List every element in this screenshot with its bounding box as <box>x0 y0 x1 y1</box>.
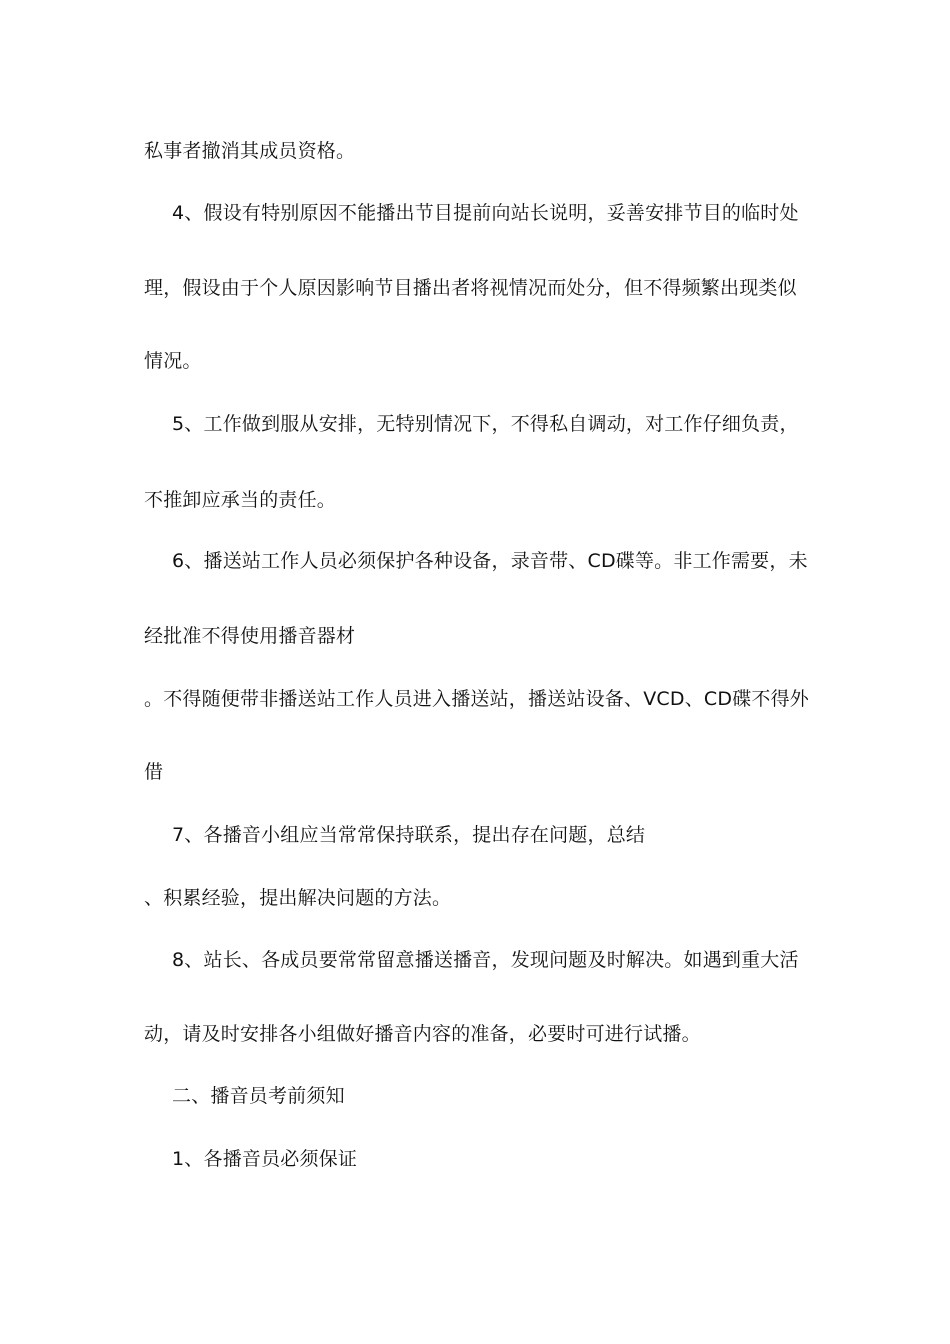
text-line: 6、播送站工作人员必须保护各种设备，录音带、CD碟等。非工作需要，未 <box>172 550 808 572</box>
text-line: 私事者撤消其成员资格。 <box>144 140 356 162</box>
text-line: 动，请及时安排各小组做好播音内容的准备，必要时可进行试播。 <box>144 1023 701 1045</box>
text-line: 理，假设由于个人原因影响节目播出者将视情况而处分，但不得频繁出现类似 <box>144 277 797 299</box>
text-line: 。不得随便带非播送站工作人员进入播送站，播送站设备、VCD、CD碟不得外 <box>144 688 809 710</box>
section-heading: 二、播音员考前须知 <box>172 1085 345 1107</box>
text-line: 经批准不得使用播音器材 <box>144 625 356 647</box>
text-line: 8、站长、各成员要常常留意播送播音，发现问题及时解决。如遇到重大活 <box>172 949 799 971</box>
text-line: 情况。 <box>144 350 202 372</box>
text-line: 不推卸应承当的责任。 <box>144 489 337 511</box>
text-line: 5、工作做到服从安排，无特别情况下，不得私自调动，对工作仔细负责， <box>172 413 799 435</box>
text-line: 1、各播音员必须保证 <box>172 1148 358 1170</box>
text-line: 、积累经验，提出解决问题的方法。 <box>144 887 452 909</box>
text-line: 4、假设有特别原因不能播出节目提前向站长说明，妥善安排节目的临时处 <box>172 202 799 224</box>
text-line: 7、各播音小组应当常常保持联系，提出存在问题，总结 <box>172 824 646 846</box>
text-line: 借 <box>144 761 164 783</box>
